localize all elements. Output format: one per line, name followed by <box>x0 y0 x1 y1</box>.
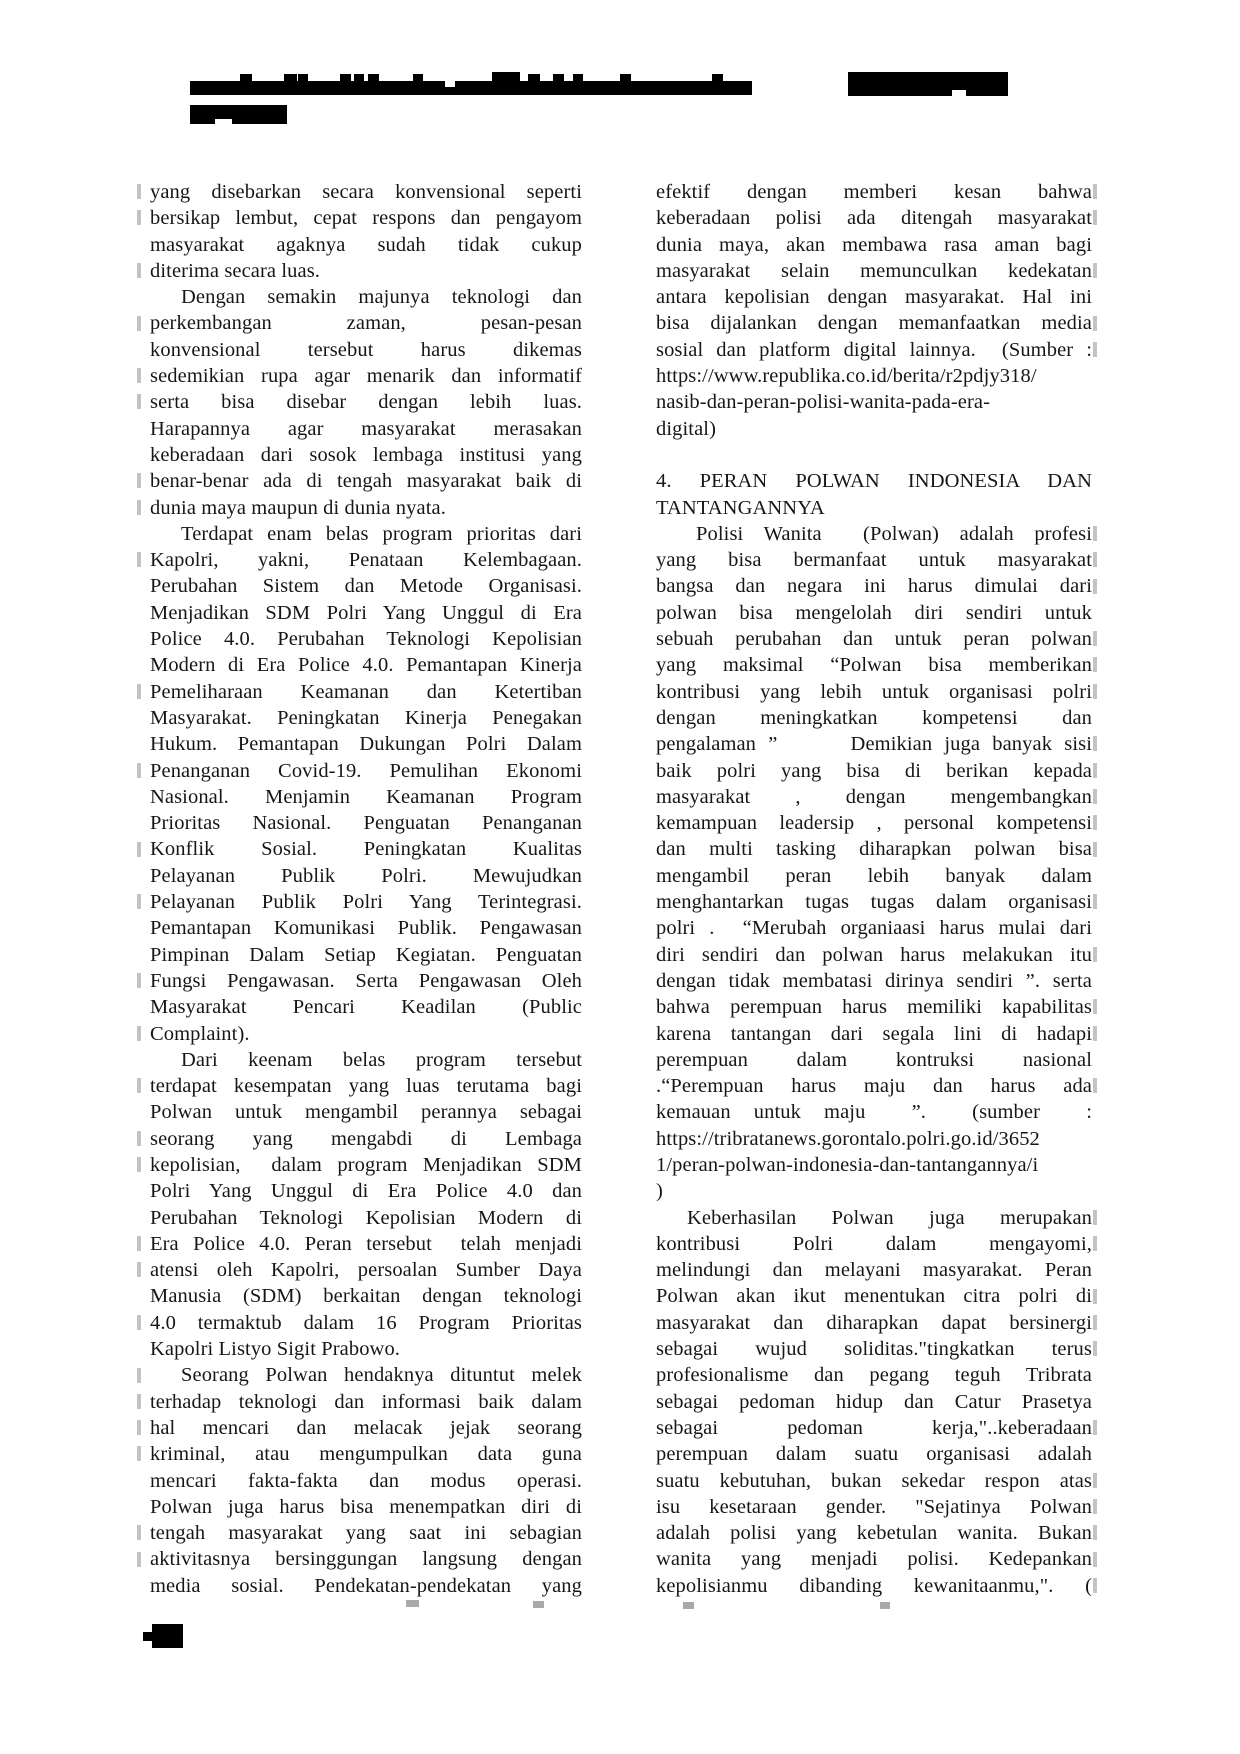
scan-margin-mark <box>137 973 141 988</box>
scan-margin-mark <box>1093 894 1097 909</box>
text-line: yang maksimal “Polwan bisa memberikan <box>656 654 1092 677</box>
text-line: dan multi tasking diharapkan polwan bisa <box>656 838 1092 861</box>
text-line: isu kesetaraan gender. "Sejatinya Polwan <box>656 1495 1092 1518</box>
text-line: antara kepolisian dengan masyarakat. Hal ini <box>656 286 1092 309</box>
scan-margin-mark <box>1093 210 1097 225</box>
scan-margin-mark <box>137 1157 141 1172</box>
text-line: sebuah perubahan dan untuk peran polwan <box>656 628 1092 651</box>
text-line: mengambil peran lebih banyak dalam <box>656 864 1092 887</box>
redaction-bump <box>553 74 564 82</box>
text-line: Penanganan Covid-19. Pemulihan Ekonomi <box>150 759 582 782</box>
scan-margin-mark <box>1093 842 1097 857</box>
blank-line <box>656 442 1092 468</box>
text-line: kontribusi yang lebih untuk organisasi polri <box>656 680 1092 703</box>
text-line: sebagai pedoman kerja,"..keberadaan <box>656 1416 1092 1439</box>
text-line: menghantarkan tugas tugas dalam organisasi <box>656 891 1092 914</box>
scan-margin-mark <box>1093 526 1097 541</box>
text-line: Pimpinan Dalam Setiap Kegiatan. Penguatan <box>150 943 582 966</box>
text-line: polwan bisa mengelolah diri sendiri untuk <box>656 601 1092 624</box>
right-column <box>656 179 1092 1599</box>
text-line: Nasional. Menjamin Keamanan Program <box>150 785 582 808</box>
scan-margin-mark <box>137 184 141 199</box>
text-line: masyarakat selain memunculkan kedekatan <box>656 259 1092 282</box>
redaction-bump <box>620 74 631 82</box>
text-line: aktivitasnya bersinggungan langsung dengan <box>150 1548 582 1571</box>
text-line: Perubahan Teknologi Kepolisian Modern di <box>150 1206 582 1229</box>
scan-margin-mark <box>1093 1420 1097 1435</box>
text-line: dengan meningkatkan kompetensi dan <box>656 706 1092 729</box>
text-line: mencari fakta-fakta dan modus operasi. <box>150 1469 582 1492</box>
text-line: Polwan akan ikut menentukan citra polri di <box>656 1285 1092 1308</box>
text-line: keberadaan polisi ada ditengah masyarakat <box>656 207 1092 230</box>
text-line: Terdapat enam belas program prioritas dari <box>181 522 582 545</box>
text-line: karena tantangan dari segala lini di hadapi <box>656 1022 1092 1045</box>
redaction-bump <box>298 74 308 82</box>
scan-speck <box>683 1602 694 1609</box>
text-line: Polri Yang Unggul di Era Police 4.0 dan <box>150 1180 582 1203</box>
text-line: wanita yang menjadi polisi. Kedepankan <box>656 1548 1092 1571</box>
text-line: bersikap lembut, cepat respons dan pengayom <box>150 207 582 230</box>
text-line: Harapannya agar masyarakat merasakan <box>150 417 582 440</box>
text-line: sosial dan platform digital lainnya. (Sumber : <box>656 338 1092 361</box>
scan-margin-mark <box>1093 999 1097 1014</box>
text-line: konvensional tersebut harus dikemas <box>150 338 582 361</box>
section-heading-line: 4. PERAN POLWAN INDONESIA DAN <box>656 470 1092 493</box>
text-line: baik polri yang bisa di berikan kepada <box>656 759 1092 782</box>
redaction-bump <box>143 1632 152 1641</box>
text-line: Pemeliharaan Keamanan dan Ketertiban <box>150 680 582 703</box>
url-text-line: 1/peran-polwan-indonesia-dan-tantangannya/i <box>656 1153 1039 1176</box>
scan-margin-mark <box>137 1262 141 1277</box>
scan-margin-mark <box>137 1446 141 1461</box>
text-line: Masyarakat. Peningkatan Kinerja Penegakan <box>150 706 582 729</box>
text-line: perkembangan zaman, pesan-pesan <box>150 312 582 335</box>
text-line: kontribusi Polri dalam mengayomi, <box>656 1232 1092 1255</box>
text-line: sedemikian rupa agar menarik dan informatif <box>150 365 582 388</box>
text-line: kemauan untuk maju ”. (sumber : <box>656 1101 1092 1124</box>
scan-speck <box>406 1600 419 1607</box>
scan-margin-mark <box>1093 1552 1097 1567</box>
text-line: Polwan juga harus bisa menempatkan diri di <box>150 1495 582 1518</box>
text-line: dunia maya maupun di dunia nyata. <box>150 496 446 519</box>
text-line: Pelayanan Publik Polri Yang Terintegrasi. <box>150 891 582 914</box>
redaction-notch <box>215 119 232 124</box>
text-line: media sosial. Pendekatan-pendekatan yang <box>150 1574 582 1597</box>
scan-margin-mark <box>137 894 141 909</box>
text-line: Modern di Era Police 4.0. Pemantapan Kinerja <box>150 654 582 677</box>
scan-margin-mark <box>1093 1499 1097 1514</box>
text-line: Seorang Polwan hendaknya dituntut melek <box>181 1364 582 1387</box>
text-line: Complaint). <box>150 1022 250 1045</box>
scan-speck <box>533 1601 544 1608</box>
text-line: Kapolri Listyo Sigit Prabowo. <box>150 1338 401 1361</box>
redaction-bump <box>354 74 364 82</box>
text-line: Dari keenam belas program tersebut <box>181 1048 582 1071</box>
text-line: Pemantapan Komunikasi Publik. Pengawasan <box>150 917 582 940</box>
scan-margin-mark <box>137 210 141 225</box>
redaction-notch <box>952 90 966 96</box>
redaction-bump <box>712 74 723 82</box>
scan-margin-mark <box>137 394 141 409</box>
text-line: .“Perempuan harus maju dan harus ada <box>656 1075 1092 1098</box>
left-column <box>150 179 582 1599</box>
url-text-line: https://tribratanews.gorontalo.polri.go.id/3652 <box>656 1127 1040 1150</box>
redaction-bump <box>368 74 379 82</box>
redaction-bump <box>413 74 423 82</box>
url-text-line: nasib-dan-peran-polisi-wanita-pada-era- <box>656 391 991 414</box>
text-line: pengalaman ” Demikian juga banyak sisi <box>656 733 1092 756</box>
redaction-bump <box>573 74 583 82</box>
text-line: ) <box>656 1180 663 1203</box>
scan-margin-mark <box>1093 1341 1097 1356</box>
text-line: masyarakat , dengan mengembangkan <box>656 785 1092 808</box>
scan-margin-mark <box>137 316 141 331</box>
scan-margin-mark <box>1093 1026 1097 1041</box>
text-line: Pelayanan Publik Polri. Mewujudkan <box>150 864 582 887</box>
text-line: Era Police 4.0. Peran tersebut telah menjadi <box>150 1232 582 1255</box>
redacted-header-block <box>848 72 1008 96</box>
redacted-header-bar <box>190 81 752 95</box>
text-line: Perubahan Sistem dan Metode Organisasi. <box>150 575 582 598</box>
scan-margin-mark <box>1093 1315 1097 1330</box>
text-line: kriminal, atau mengumpulkan data guna <box>150 1443 582 1466</box>
text-line: profesionalisme dan pegang teguh Tribrata <box>656 1364 1092 1387</box>
url-text-line: https://www.republika.co.id/berita/r2pdjy318/ <box>656 365 1037 388</box>
text-line: Manusia (SDM) berkaitan dengan teknologi <box>150 1285 582 1308</box>
redaction-bump <box>528 74 540 82</box>
text-line: perempuan dalam suatu organisasi adalah <box>656 1443 1092 1466</box>
scan-margin-mark <box>1093 684 1097 699</box>
text-line: masyarakat dan diharapkan dapat bersinergi <box>656 1311 1092 1334</box>
text-line: kepolisianmu dibanding kewanitaanmu,". ( <box>656 1574 1092 1597</box>
scan-margin-mark <box>1093 316 1097 331</box>
text-line: dunia maya, akan membawa rasa aman bagi <box>656 233 1092 256</box>
scan-margin-mark <box>137 1236 141 1251</box>
text-line: atensi oleh Kapolri, persoalan Sumber Daya <box>150 1259 582 1282</box>
scan-margin-mark <box>1093 1525 1097 1540</box>
text-line: masyarakat agaknya sudah tidak cukup <box>150 233 582 256</box>
scan-margin-mark <box>137 1525 141 1540</box>
redacted-header-line2 <box>190 105 287 124</box>
text-line: perempuan dalam kontruksi nasional <box>656 1048 1092 1071</box>
text-line: Kapolri, yakni, Penataan Kelembagaan. <box>150 549 582 572</box>
text-line: terhadap teknologi dan informasi baik dalam <box>150 1390 582 1413</box>
scan-margin-mark <box>1093 1289 1097 1304</box>
text-line: Polisi Wanita (Polwan) adalah profesi <box>696 522 1092 545</box>
text-line: polri . “Merubah organiaasi harus mulai dari <box>656 917 1092 940</box>
scan-margin-mark <box>137 1078 141 1093</box>
scan-margin-mark <box>1093 1473 1097 1488</box>
text-line: hal mencari dan melacak jejak seorang <box>150 1416 582 1439</box>
text-line: sebagai wujud soliditas."tingkatkan terus <box>656 1338 1092 1361</box>
text-line: yang disebarkan secara konvensional seperti <box>150 181 582 203</box>
scan-margin-mark <box>1093 815 1097 830</box>
text-line: Polwan untuk mengambil perannya sebagai <box>150 1101 582 1124</box>
scan-margin-mark <box>137 1315 141 1330</box>
scan-margin-mark <box>1093 1236 1097 1251</box>
text-line: digital) <box>656 417 717 440</box>
scan-margin-mark <box>137 473 141 488</box>
redaction-notch <box>445 81 455 87</box>
text-line: Prioritas Nasional. Penguatan Penanganan <box>150 812 582 835</box>
text-line: kemampuan leadersip , personal kompetensi <box>656 812 1092 835</box>
scan-margin-mark <box>137 1394 141 1409</box>
text-line: sebagai pedoman hidup dan Catur Prasetya <box>656 1390 1092 1413</box>
text-line: melindungi dan melayani masyarakat. Peran <box>656 1259 1092 1282</box>
text-line: bangsa dan negara ini harus dimulai dari <box>656 575 1092 598</box>
scan-margin-mark <box>137 1552 141 1567</box>
scan-margin-mark <box>1093 342 1097 357</box>
text-line: seorang yang mengabdi di Lembaga <box>150 1127 582 1150</box>
text-line: bahwa perempuan harus memiliki kapabilitas <box>656 996 1092 1019</box>
scan-margin-mark <box>137 1026 141 1041</box>
redaction-bump <box>492 72 520 82</box>
text-line: Police 4.0. Perubahan Teknologi Kepolisian <box>150 628 582 651</box>
scan-margin-mark <box>137 500 141 515</box>
text-line: terdapat kesempatan yang luas terutama bagi <box>150 1075 582 1098</box>
scan-margin-mark <box>1093 631 1097 646</box>
text-line: bisa dijalankan dengan memanfaatkan media <box>656 312 1092 335</box>
scan-margin-mark <box>1093 1210 1097 1225</box>
scan-margin-mark <box>137 263 141 278</box>
text-line: serta bisa disebar dengan lebih luas. <box>150 391 582 414</box>
scan-margin-mark <box>1093 763 1097 778</box>
scan-margin-mark <box>1093 552 1097 567</box>
text-line: benar-benar ada di tengah masyarakat baik di <box>150 470 582 493</box>
text-line: Masyarakat Pencari Keadilan (Public <box>150 996 582 1019</box>
scan-margin-mark <box>1093 1078 1097 1093</box>
text-line: Dengan semakin majunya teknologi dan <box>181 286 582 309</box>
text-line: tengah masyarakat yang saat ini sebagian <box>150 1522 582 1545</box>
scan-margin-mark <box>1093 789 1097 804</box>
scan-margin-mark <box>137 684 141 699</box>
text-line: efektif dengan memberi kesan bahwa <box>656 181 1092 203</box>
scan-margin-mark <box>1093 184 1097 199</box>
text-line: keberadaan dari sosok lembaga institusi yang <box>150 443 582 466</box>
text-line: Menjadikan SDM Polri Yang Unggul di Era <box>150 601 582 624</box>
text-line: Fungsi Pengawasan. Serta Pengawasan Oleh <box>150 969 582 992</box>
text-line: diri sendiri dan polwan harus melakukan itu <box>656 943 1092 966</box>
section-heading-line: TANTANGANNYA <box>656 496 825 519</box>
redaction-bump <box>340 74 351 82</box>
text-line: adalah polisi yang kebetulan wanita. Bukan <box>656 1522 1092 1545</box>
text-line: kepolisian, dalam program Menjadikan SDM <box>150 1153 582 1176</box>
redaction-bump <box>240 74 252 82</box>
text-line: 4.0 termaktub dalam 16 Program Prioritas <box>150 1311 582 1334</box>
text-line: diterima secara luas. <box>150 259 321 282</box>
scan-margin-mark <box>1093 947 1097 962</box>
scan-margin-mark <box>1093 736 1097 751</box>
text-line: dengan tidak membatasi dirinya sendiri ”. serta <box>656 969 1092 992</box>
text-line: yang bisa bermanfaat untuk masyarakat <box>656 549 1092 572</box>
redaction-bump <box>284 74 297 82</box>
scan-margin-mark <box>137 842 141 857</box>
scan-margin-mark <box>1093 579 1097 594</box>
scan-margin-mark <box>137 1368 141 1383</box>
scan-margin-mark <box>1093 263 1097 278</box>
scan-margin-mark <box>137 1131 141 1146</box>
text-line: Hukum. Pemantapan Dukungan Polri Dalam <box>150 733 582 756</box>
scan-margin-mark <box>137 1420 141 1435</box>
scan-margin-mark <box>137 368 141 383</box>
text-line: suatu kebutuhan, bukan sekedar respon atas <box>656 1469 1092 1492</box>
text-line: Keberhasilan Polwan juga merupakan <box>687 1206 1092 1229</box>
scan-speck <box>880 1602 890 1609</box>
scan-margin-mark <box>137 763 141 778</box>
redacted-page-number <box>152 1624 183 1648</box>
text-line: Konflik Sosial. Peningkatan Kualitas <box>150 838 582 861</box>
scan-margin-mark <box>1093 1578 1097 1593</box>
scan-margin-mark <box>137 552 141 567</box>
scan-margin-mark <box>1093 657 1097 672</box>
